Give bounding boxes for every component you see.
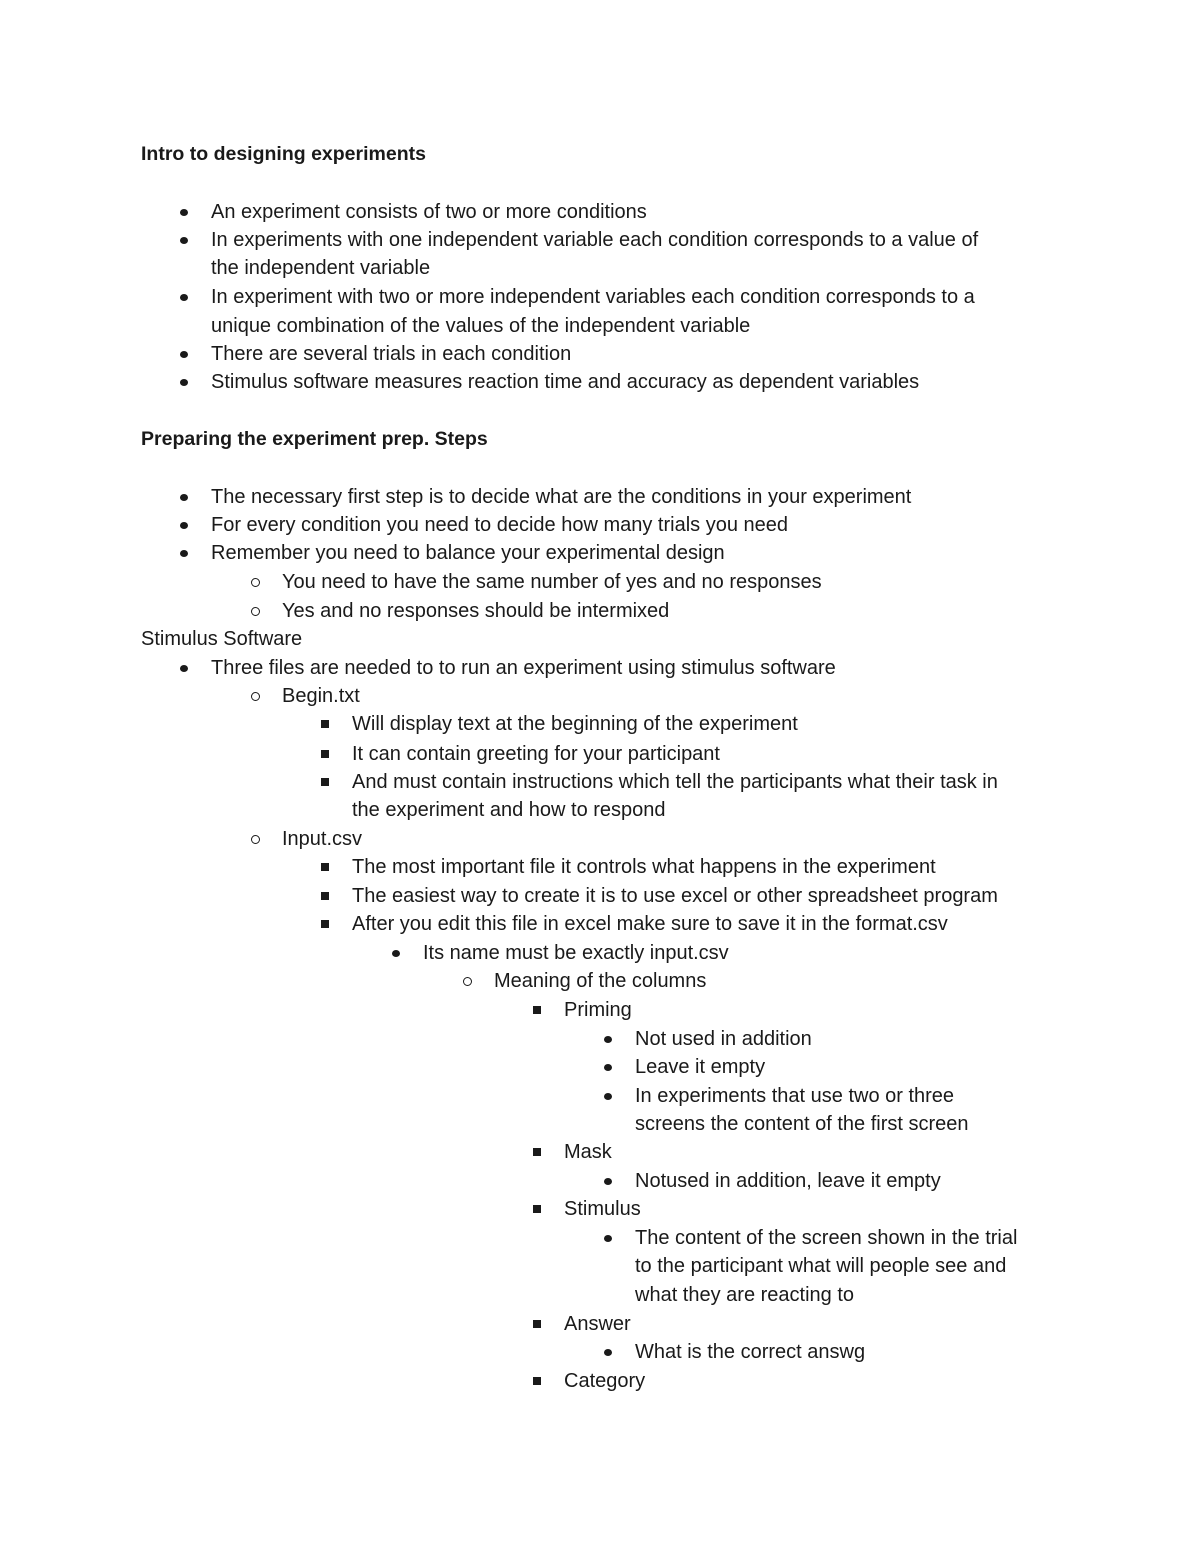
list-item-text: Begin.txt (282, 685, 360, 707)
list-item-text: Not used in addition (635, 1028, 812, 1050)
bullet-disc-icon (178, 340, 198, 368)
bullet-square-icon (320, 768, 340, 796)
list-item-text: For every condition you need to decide how many trials you need (211, 514, 789, 536)
bullet-disc-icon (178, 539, 198, 567)
bullet-disc-icon (602, 1053, 622, 1081)
list-item-text: You need to have the same number of yes and no responses (282, 571, 822, 593)
heading-stimulus-text: Stimulus Software (141, 628, 303, 650)
bullet-square-icon (532, 1310, 552, 1338)
list-item-text: The most important file it controls what happens in the experiment (352, 856, 936, 878)
list-item-text: Category (564, 1370, 646, 1392)
bullet-disc-icon (178, 654, 198, 682)
bullet-disc-icon (178, 511, 198, 539)
bullet-disc-icon (602, 1224, 622, 1252)
list-item-text: to the participant what will people see and (635, 1255, 1007, 1277)
list-item-text: the independent variable (211, 257, 431, 279)
list-item-text: After you edit this file in excel make sure to save it in the format.csv (352, 913, 948, 935)
bullet-square-icon (320, 710, 340, 738)
bullet-circle-icon (249, 682, 269, 710)
bullet-disc-icon (602, 1082, 622, 1110)
list-item-text: what they are reacting to (635, 1284, 855, 1306)
bullet-square-icon (532, 1367, 552, 1395)
bullet-disc-icon (602, 1025, 622, 1053)
list-item-text: Mask (564, 1141, 612, 1163)
list-item-text: Answer (564, 1313, 631, 1335)
heading-prep-text: Preparing the experiment prep. Steps (141, 428, 488, 450)
list-item-text: Leave it empty (635, 1056, 766, 1078)
list-item-text: Will display text at the beginning of the experiment (352, 713, 798, 735)
list-item-text: Notused in addition, leave it empty (635, 1170, 941, 1192)
list-item-text: Yes and no responses should be intermixed (282, 600, 670, 622)
list-item-text: unique combination of the values of the independent variable (211, 315, 751, 337)
list-item-text: the experiment and how to respond (352, 799, 666, 821)
list-item-text: There are several trials in each condition (211, 343, 572, 365)
list-item-text: screens the content of the first screen (635, 1113, 969, 1135)
bullet-disc-icon (390, 939, 410, 967)
bullet-disc-icon (178, 368, 198, 396)
heading-intro (141, 140, 426, 168)
list-item-text: Three files are needed to to run an experiment using stimulus software (211, 657, 836, 679)
list-item-text: The content of the screen shown in the trial (635, 1227, 1018, 1249)
bullet-square-icon (532, 996, 552, 1024)
list-item-text: In experiments with one independent variable each condition corresponds to a value of (211, 229, 979, 251)
bullet-circle-icon (461, 967, 481, 995)
bullet-disc-icon (602, 1338, 622, 1366)
bullet-square-icon (532, 1195, 552, 1223)
list-item-text: In experiments that use two or three (635, 1085, 955, 1107)
list-item-text: And must contain instructions which tell the participants what their task in (352, 771, 998, 793)
bullet-circle-icon (249, 825, 269, 853)
heading-prep (141, 425, 488, 453)
list-item-text: What is the correct answg (635, 1341, 866, 1363)
bullet-disc-icon (178, 226, 198, 254)
list-item-text: An experiment consists of two or more conditions (211, 201, 647, 223)
bullet-square-icon (320, 910, 340, 938)
list-item-text: Its name must be exactly input.csv (423, 942, 729, 964)
list-item-text: The easiest way to create it is to use excel or other spreadsheet program (352, 885, 998, 907)
list-item-text: Remember you need to balance your experimental design (211, 542, 725, 564)
bullet-disc-icon (602, 1167, 622, 1195)
list-item-text: Input.csv (282, 828, 363, 850)
list-item-text: Priming (564, 999, 632, 1021)
bullet-circle-icon (249, 568, 269, 596)
list-item-text: It can contain greeting for your participant (352, 743, 720, 765)
list-item-text: The necessary first step is to decide what are the conditions in your experiment (211, 486, 912, 508)
bullet-circle-icon (249, 597, 269, 625)
heading-stimulus (141, 625, 302, 653)
bullet-square-icon (320, 740, 340, 768)
list-item-text: Meaning of the columns (494, 970, 707, 992)
list-item-text: In experiment with two or more independent variables each condition corresponds to a (211, 286, 975, 308)
bullet-disc-icon (178, 483, 198, 511)
list-item-text: Stimulus (564, 1198, 641, 1220)
bullet-square-icon (320, 882, 340, 910)
bullet-square-icon (532, 1138, 552, 1166)
bullet-square-icon (320, 853, 340, 881)
bullet-disc-icon (178, 283, 198, 311)
heading-intro-text: Intro to designing experiments (141, 143, 426, 165)
list-item-text: Stimulus software measures reaction time and accuracy as dependent variables (211, 371, 920, 393)
bullet-disc-icon (178, 198, 198, 226)
